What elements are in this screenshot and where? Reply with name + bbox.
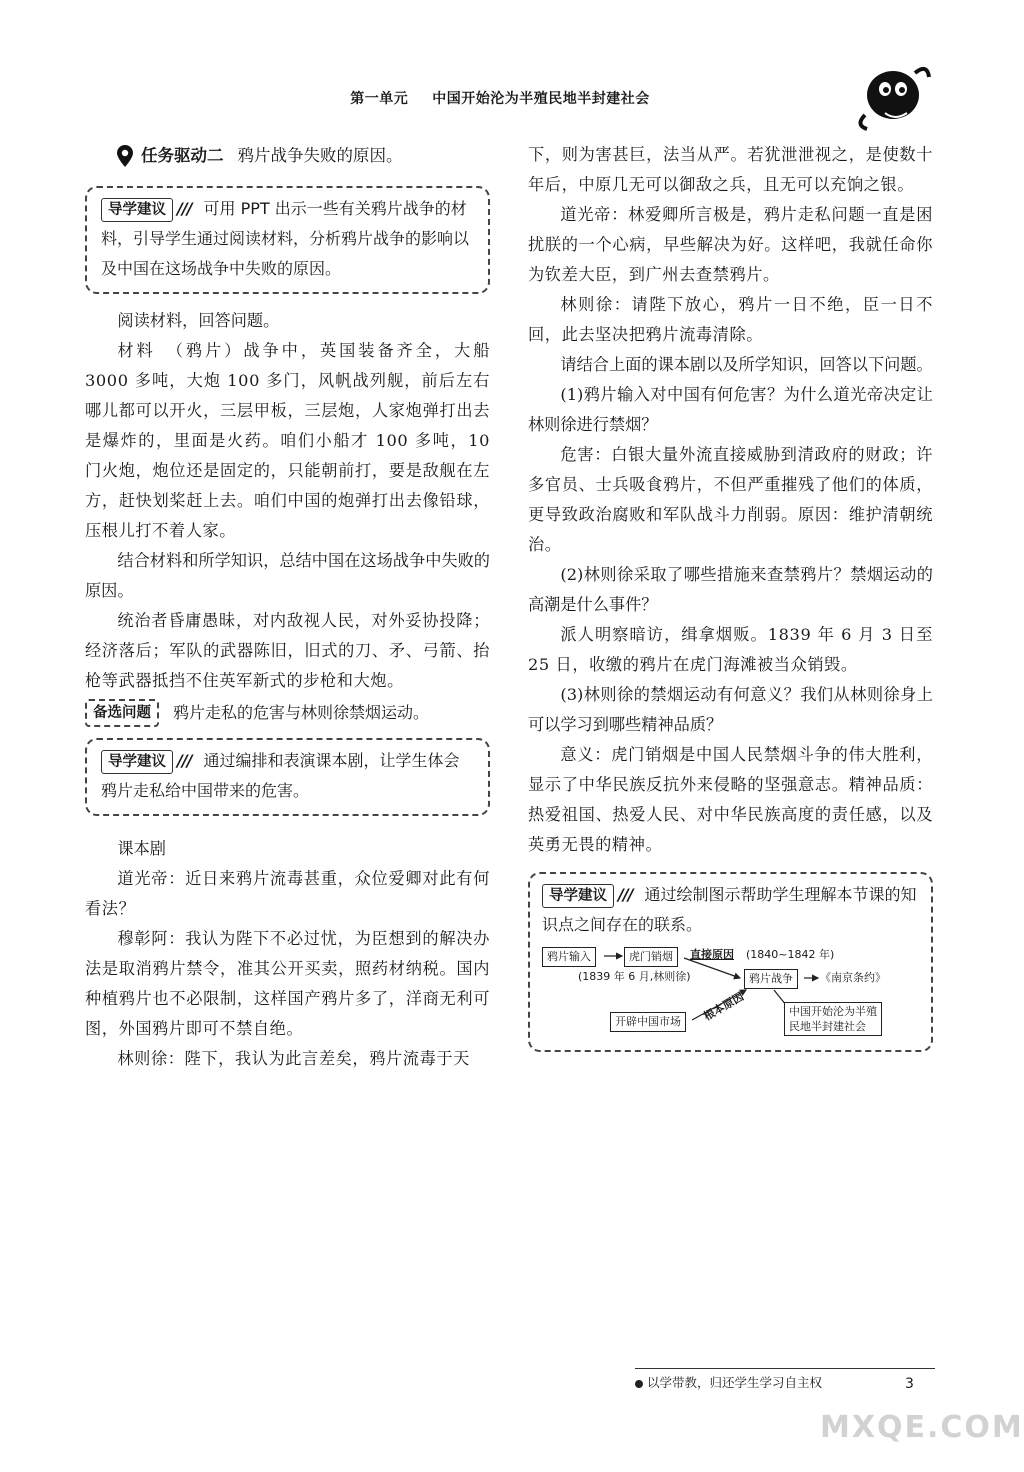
- page-number: 3: [905, 1376, 914, 1392]
- node-open-market: 开辟中国市场: [610, 1012, 686, 1032]
- node-result: [784, 1002, 882, 1036]
- mascot-icon: [845, 55, 935, 135]
- play-title: 课本剧: [117, 839, 166, 858]
- alt-title: 鸦片走私的危害与林则徐禁烟运动。: [173, 703, 430, 722]
- guide-label: 导学建议: [542, 884, 614, 908]
- question-text: 结合材料和所学知识，总结中国在这场战争中失败的原因。: [85, 551, 490, 600]
- task-label: 任务驱动二: [141, 146, 224, 165]
- guide-text: 可用 PPT 出示一些有关鸦片战争的材料，引导学生通过阅读材料，分析鸦片战争的影响以及中国在这场战争中失败的原因。: [101, 199, 470, 278]
- concept-diagram: [542, 944, 922, 1040]
- guide-text: 通过编排和表演课本剧，让学生体会鸦片走私给中国带来的危害。: [101, 751, 460, 800]
- label-war-years: (1840~1842 年): [746, 948, 835, 961]
- right-column: [528, 140, 933, 1052]
- material-text: 材料 （鸦片）战争中，英国装备齐全，大船 3000 多吨，大炮 100 多门，风帆战列舰，前后左右哪儿都可以开火，三层甲板，三层炮，人家炮弹打出去是爆炸的，里面是火药。咱们小船才 100 多吨，10 门火炮，炮位还是固定的，只能朝前打，要是敌舰在左方，赶快划桨赶上去。咱们中国的炮弹打出去像铅球，压根儿打不着人家。: [85, 341, 490, 540]
- task-heading: [117, 140, 490, 172]
- play-line: 道光帝：近日来鸦片流毒甚重，众位爱卿对此有何看法？: [85, 869, 490, 918]
- result-line-1: 中国开始沦为半殖: [789, 1005, 877, 1018]
- answer-3: 意义：虎门销烟是中国人民禁烟斗争的伟大胜利，显示了中华民族反抗外来侵略的坚强意志。精神品质：热爱祖国、热爱人民、对中华民族高度的责任感，以及英勇无畏的精神。: [528, 745, 933, 854]
- unit-number: 第一单元: [350, 91, 409, 107]
- label-direct-cause: 直接原因: [690, 948, 734, 961]
- guide-label: 导学建议: [101, 750, 173, 774]
- guide-box-3: [528, 872, 933, 1052]
- guide-text: 通过绘制图示帮助学生理解本节课的知识点之间存在的联系。: [542, 885, 917, 934]
- bullet-icon: [635, 1380, 643, 1388]
- guide-box-1: [85, 186, 490, 294]
- play-line: 下，则为害甚巨，法当从严。若犹泄泄视之，是使数十年后，中原几无可以御敌之兵，且无可以充饷之银。: [528, 145, 933, 194]
- question-2: (2)林则徐采取了哪些措施来查禁鸦片？禁烟运动的高潮是什么事件？: [528, 565, 933, 614]
- guide-slashes: ///: [618, 885, 633, 904]
- question-3: (3)林则徐的禁烟运动有何意义？我们从林则徐身上可以学习到哪些精神品质？: [528, 685, 933, 734]
- guide-content: [542, 880, 919, 940]
- footer-motto: 以学带教，归还学生学习自主权: [647, 1375, 823, 1390]
- play-line: 林则徐：请陛下放心，鸦片一日不绝，臣一日不回，此去坚决把鸦片流毒清除。: [528, 295, 933, 344]
- guide-box-2: [85, 738, 490, 816]
- answer-2: 派人明察暗访，缉拿烟贩。1839 年 6 月 3 日至 25 日，收缴的鸦片在虎门海滩被当众销毁。: [528, 625, 933, 674]
- alt-label: 备选问题: [85, 699, 159, 727]
- guide-slashes: ///: [177, 751, 192, 770]
- node-opium-war: 鸦片战争: [744, 969, 798, 989]
- question-1: (1)鸦片输入对中国有何危害？为什么道光帝决定让林则徐进行禁烟？: [528, 385, 933, 434]
- read-prompt: 阅读材料，回答问题。: [117, 311, 280, 330]
- node-opium-import: 鸦片输入: [542, 947, 596, 967]
- page-footer: [635, 1368, 935, 1391]
- unit-title: 中国开始沦为半殖民地半封建社会: [432, 91, 650, 107]
- answer-text: 统治者昏庸愚昧，对内敌视人民，对外妥协投降；经济落后；军队的武器陈旧，旧式的刀、矛、弓箭、抬枪等武器抵挡不住英军新式的步枪和大炮。: [85, 611, 490, 690]
- watermark: MXQE.COM: [820, 1410, 1024, 1445]
- answer-1: 危害：白银大量外流直接威胁到清政府的财政；许多官员、士兵吸食鸦片，不但严重摧残了他们的体质，更导致政治腐败和军队战斗力削弱。原因：维护清朝统治。: [528, 445, 933, 554]
- prompt-text: 请结合上面的课本剧以及所学知识，回答以下问题。: [560, 355, 933, 374]
- label-humen-date: (1839 年 6 月,林则徐): [578, 970, 691, 983]
- task-title: 鸦片战争失败的原因。: [237, 146, 403, 165]
- label-root-cause: 根本原因: [701, 989, 747, 1024]
- left-column: [85, 140, 490, 1074]
- location-pin-icon: [117, 145, 133, 167]
- guide-label: 导学建议: [101, 198, 173, 222]
- play-line: 穆彰阿：我认为陛下不必过忧，为臣想到的解决办法是取消鸦片禁令，准其公开买卖，照药材纳税。国内种植鸦片也不必限制，这样国产鸦片多了，洋商无利可图，外国鸦片即可不禁自绝。: [85, 929, 490, 1038]
- play-line: 道光帝：林爱卿所言极是，鸦片走私问题一直是困扰朕的一个心病，早些解决为好。这样吧，我就任命你为钦差大臣，到广州去查禁鸦片。: [528, 205, 933, 284]
- guide-slashes: ///: [177, 199, 192, 218]
- node-humen: 虎门销烟: [624, 947, 678, 967]
- alt-question-heading: [85, 698, 490, 728]
- play-line: 林则徐：陛下，我认为此言差矣，鸦片流毒于天: [117, 1049, 470, 1068]
- result-line-2: 民地半封建社会: [789, 1020, 866, 1033]
- label-treaty: 《南京条约》: [820, 971, 886, 984]
